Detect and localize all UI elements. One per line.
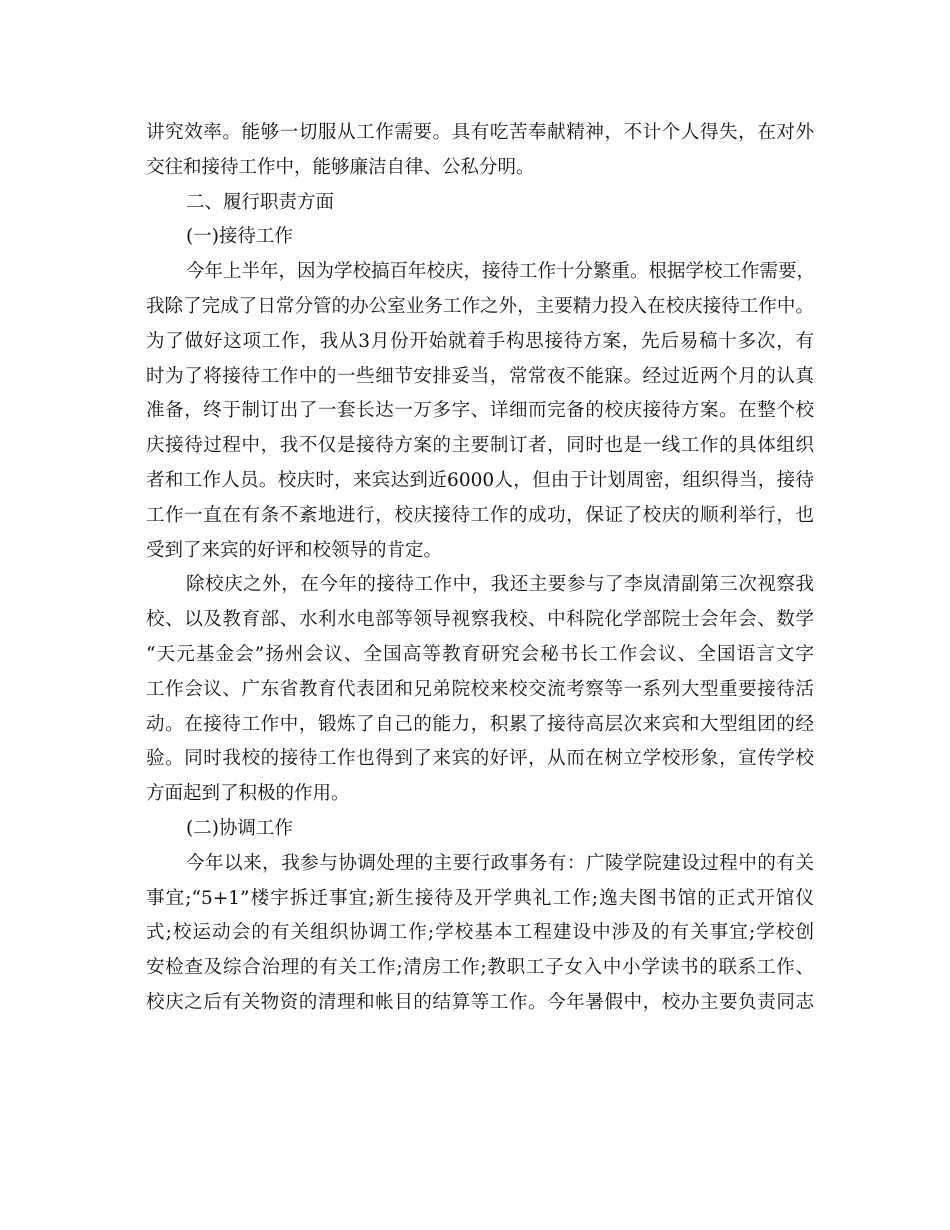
text-line: 安检查及综合治理的有关工作;清房工作;教职工子女入中小学读书的联系工作、 — [146, 957, 814, 979]
text-line: 式;校运动会的有关组织协调工作;学校基本工程建设中涉及的有关事宜;学校创 — [146, 922, 814, 944]
text-line: 工作会议、广东省教育代表团和兄弟院校来校交流考察等一系列大型重要接待活 — [146, 678, 814, 700]
text-line: 方面起到了积极的作用。 — [146, 783, 350, 805]
text-line: 受到了来宾的好评和校领导的肯定。 — [146, 539, 443, 561]
text-line: 我除了完成了日常分管的办公室业务工作之外，主要精力投入在校庆接待工作中。 — [146, 295, 814, 317]
text-line: 准备，终于制订出了一套长达一万多字、详细而完备的校庆接待方案。在整个校 — [146, 400, 814, 422]
text-line: 除校庆之外，在今年的接待工作中，我还主要参与了李岚清副第三次视察我 — [186, 574, 814, 596]
text-line: 动。在接待工作中，锻炼了自己的能力，积累了接待高层次来宾和大型组团的经 — [146, 713, 814, 735]
text-line: 事宜;“5+1”楼宇拆迁事宜;新生接待及开学典礼工作;逸夫图书馆的正式开馆仪 — [146, 887, 814, 909]
text-line: 讲究效率。能够一切服从工作需要。具有吃苦奉献精神，不计个人得失，在对外 — [146, 122, 814, 143]
text-line: 庆接待过程中，我不仅是接待方案的主要制订者，同时也是一线工作的具体组织 — [146, 435, 814, 457]
text-line: 者和工作人员。校庆时，来宾达到近6000人，但由于计划周密，组织得当，接待 — [146, 469, 814, 491]
text-line: 交往和接待工作中，能够廉洁自律、公私分明。 — [146, 156, 535, 178]
text-line: 工作一直在有条不紊地进行，校庆接待工作的成功，保证了校庆的顺利举行，也 — [146, 504, 814, 526]
text-line: “天元基金会”扬州会议、全国高等教育研究会秘书长工作会议、全国语言文字 — [146, 643, 814, 665]
section-heading: 二、履行职责方面 — [186, 191, 335, 213]
text-line: 为了做好这项工作，我从3月份开始就着手构思接待方案，先后易稿十多次，有 — [146, 330, 814, 352]
text-line: 时为了将接待工作中的一些细节安排妥当，常常夜不能寐。经过近两个月的认真 — [146, 365, 814, 387]
text-line: 校庆之后有关物资的清理和帐目的结算等工作。今年暑假中，校办主要负责同志 — [146, 991, 814, 1013]
subsection-heading: (一)接待工作 — [186, 226, 293, 248]
subsection-heading: (二)协调工作 — [186, 817, 293, 839]
text-line: 今年以来，我参与协调处理的主要行政事务有：广陵学院建设过程中的有关 — [186, 852, 814, 874]
document-body — [146, 116, 814, 1021]
text-line: 校、以及教育部、水利水电部等领导视察我校、中科院化学部院士会年会、数学 — [146, 609, 814, 631]
text-line: 验。同时我校的接待工作也得到了来宾的好评，从而在树立学校形象，宣传学校 — [146, 748, 814, 770]
text-line: 今年上半年，因为学校搞百年校庆，接待工作十分繁重。根据学校工作需要， — [186, 261, 816, 283]
